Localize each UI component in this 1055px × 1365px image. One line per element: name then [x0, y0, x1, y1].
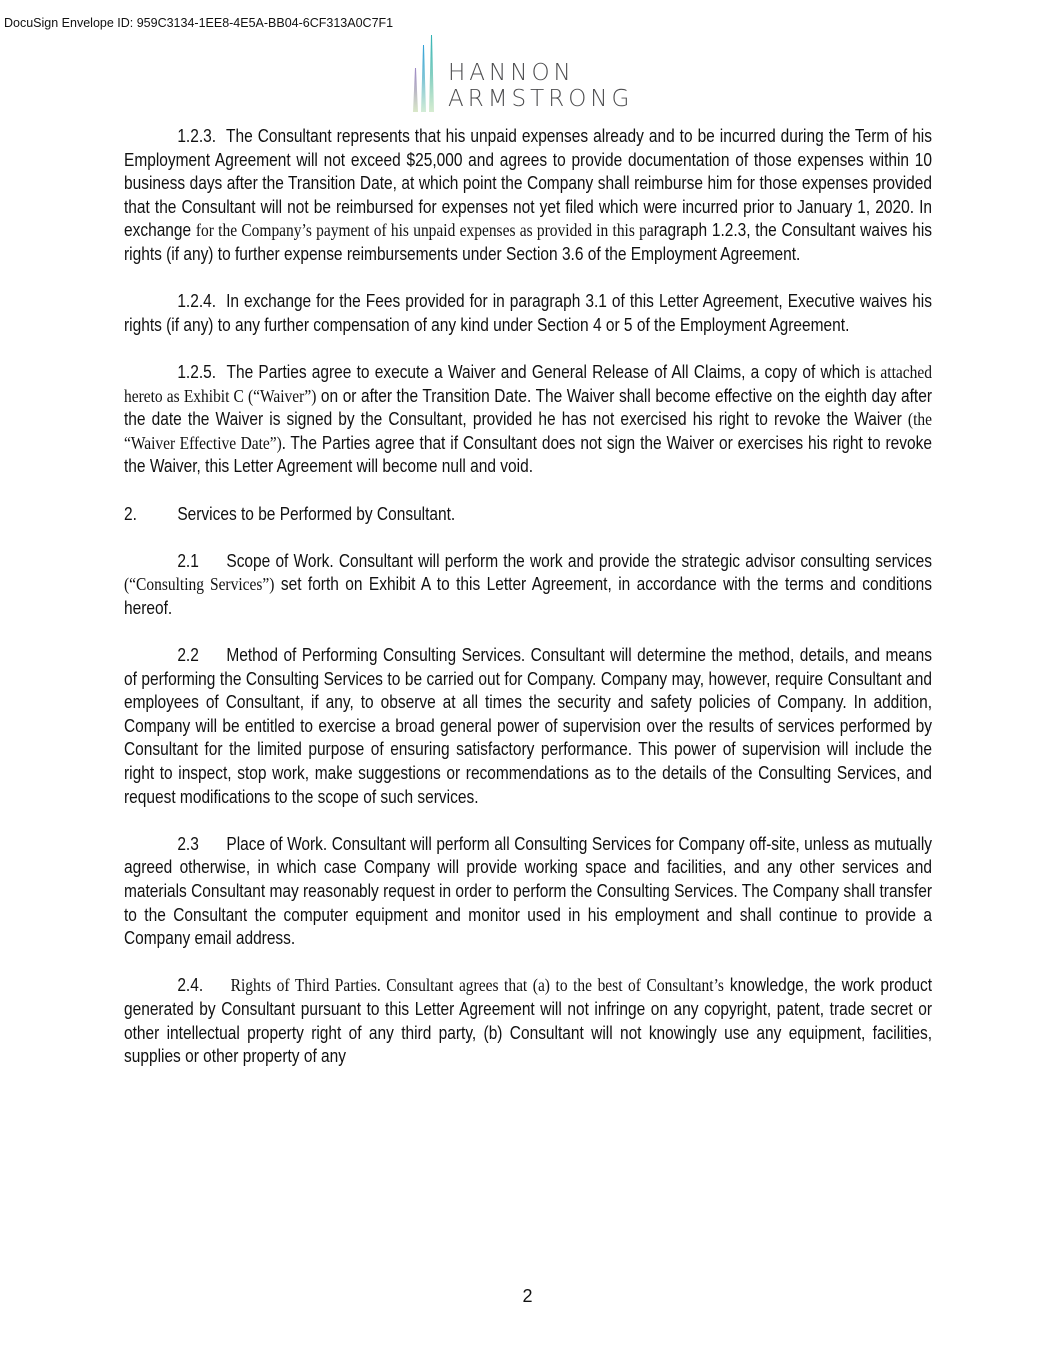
paragraph-1-2-5 [124, 361, 932, 479]
paragraph-text: knowledge, the work product generated by Consultant pursuant to this Letter Agreement will not infringe on any copyright, patent, trade secret or other intellectual property right of any third party, (b) Consultant will not knowingly use any equipment, facilities, supplies or other property of any [124, 975, 932, 1067]
paragraph-text-serif: is attached hereto as Exhibit C (“Waiver”) [124, 361, 932, 406]
paragraph-1-2-4 [124, 290, 932, 337]
paragraph-text: The Parties agree that if Consultant does not sign the Waiver or exercises his right to revoke the Waiver, this Letter Agreement will become null and void. [124, 432, 932, 477]
section-number: 2. [124, 503, 137, 524]
logo-line-2: ARMSTRONG [448, 86, 634, 112]
paragraph-2-1 [124, 550, 932, 621]
section-number: 1.2.5. [177, 361, 217, 382]
logo-bar-purple [413, 68, 418, 112]
section-2-heading [124, 503, 932, 527]
paragraph-text: Place of Work. Consultant will perform all Consulting Services for Company off-site, unless as mutually agreed otherwise, in which case Company will provide working space and facilities, and any other services and materials Consultant may reasonably request in order to perform the Consulting Services. The Company shall transfer to the Consultant the computer equipment and monitor used in his employment and shall continue to provide a Company email address. [124, 833, 932, 949]
docusign-envelope-id: DocuSign Envelope ID: 959C3134-1EE8-4E5A-BB04-6CF313A0C7F1 [4, 16, 394, 30]
paragraph-text: on or after the Transition Date. The Waiver shall become effective on the eighth day after the date the Waiver is signed by the Consultant, provided he has not exercised his right to revoke the Waiver [124, 385, 933, 430]
logo-bar-blue [421, 45, 426, 112]
logo-bars-icon [410, 30, 440, 112]
paragraph-2-4 [124, 974, 932, 1068]
paragraph-text-serif: (“Consulting Services”) [124, 574, 275, 595]
logo-wordmark [448, 60, 633, 112]
paragraph-text: set forth on Exhibit A to this Letter Agreement, in accordance with the terms and conditions hereof. [124, 574, 933, 618]
section-title: Services to be Performed by Consultant. [177, 503, 456, 524]
section-number: 1.2.3. [177, 126, 217, 146]
section-number: 1.2.4. [177, 291, 217, 312]
paragraph-text: The Consultant represents that his unpaid expenses already and to be incurred during the Term of his Employment Agreement will not exceed $25,000 and agrees to provide documentation of those expenses within 10 business days after the Transition Date, at which point the Company shall reimburse him for those expenses provided that the Consultant will not be reimbursed for expenses not yet filed which were incurred prior to January 1, 2020. In exchange [124, 126, 932, 241]
document-body [124, 125, 932, 1092]
paragraph-text: The Parties agree to execute a Waiver and General Release of All Claims, a copy of which [226, 361, 866, 382]
paragraph-text: Scope of Work. Consultant will perform the work and provide the strategic advisor consulting services [226, 550, 932, 571]
paragraph-text: ragraph 1.2.3, the Consultant waives his rights (if any) to further expense reimbursements under Section 3.6 of the Employment Agreement. [124, 220, 932, 264]
section-number: 2.1 [177, 550, 199, 571]
section-number: 2.3 [177, 833, 199, 854]
section-number: 2.4. [177, 975, 204, 996]
paragraph-2-2 [124, 644, 932, 809]
page-number: 2 [522, 1286, 533, 1306]
paragraph-text-serif: Rights of Third Parties. Consultant agrees that (a) to the best of Consultant’s [230, 975, 724, 996]
logo-line-1: HANNON [448, 60, 575, 86]
logo-bar-teal [429, 35, 434, 112]
paragraph-1-2-3 [124, 125, 932, 267]
paragraph-text: In exchange for the Fees provided for in paragraph 3.1 of this Letter Agreement, Executive waives his rights (if any) to any further compensation of any kind under Section 4 or 5 of the Employment Agreement. [124, 291, 932, 335]
paragraph-text-serif: for the Company’s payment of his unpaid expenses as provided in this pa [195, 220, 654, 241]
paragraph-2-3 [124, 833, 932, 951]
section-number: 2.2 [177, 645, 199, 666]
paragraph-text: Method of Performing Consulting Services. Consultant will determine the method, details, and means of performing the Consulting Services to be carried out for Company. Company may, however, require Consultant and employees of Consultant, if any, to observe at all times the security and safety policies of Company. In addition, Company will be entitled to exercise a broad general power of supervision over the results of services performed by Consultant for the limited purpose of ensuring satisfactory performance. This power of supervision will include the right to inspect, stop work, make suggestions or recommendations as to the details of the Consulting Services, and request modifications to the scope of such services. [124, 645, 932, 807]
paragraph-text-serif: (the “Waiver Effective Date”). [124, 409, 932, 453]
company-logo [410, 30, 670, 112]
